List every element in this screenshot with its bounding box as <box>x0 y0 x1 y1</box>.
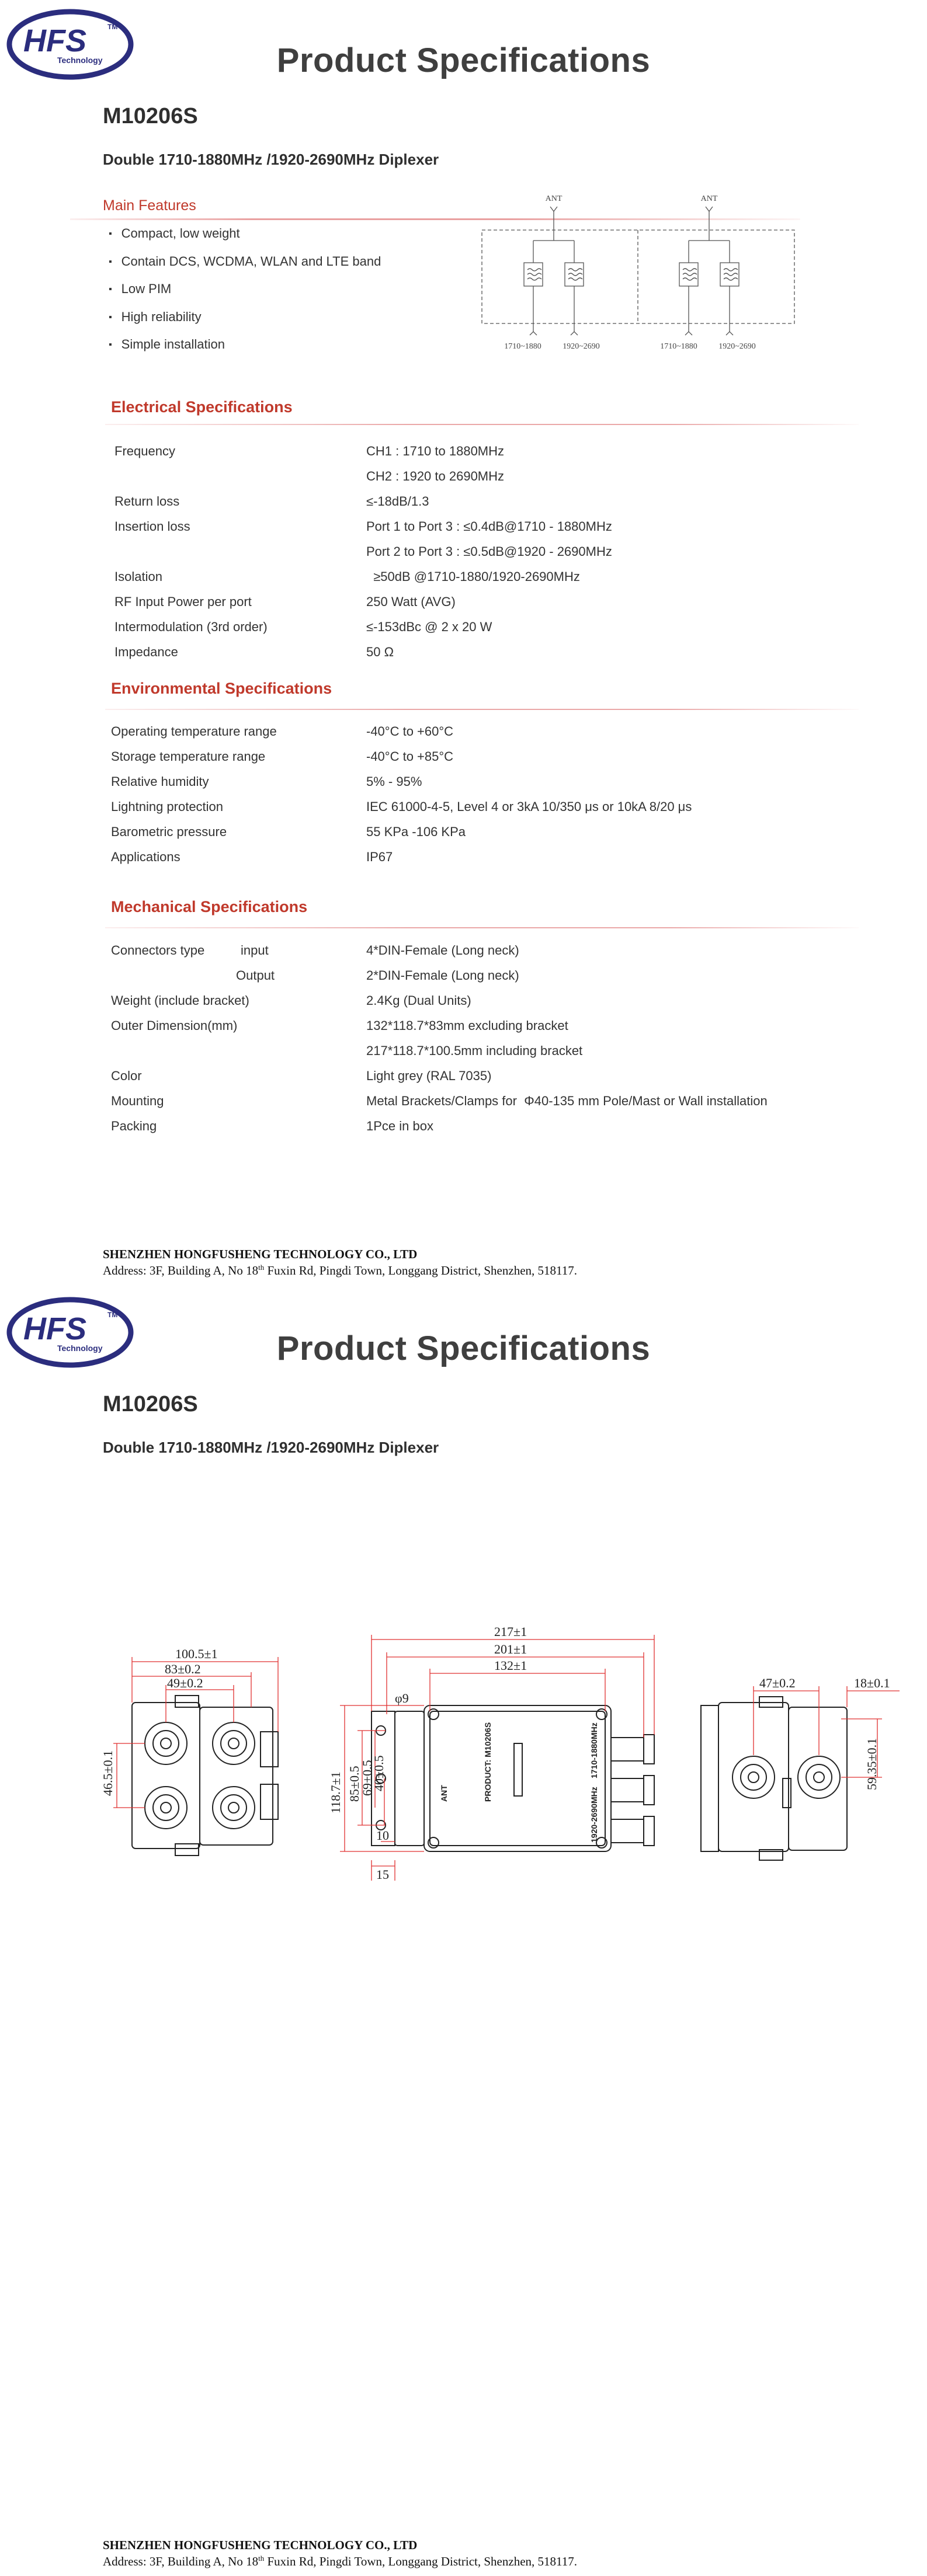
spec-sublabel: Output <box>236 968 275 983</box>
port-label-high-2: 1920~2690 <box>718 342 756 351</box>
left-view <box>100 1646 278 1856</box>
model-number: M10206S <box>103 1392 198 1416</box>
feature-item: ▪ Contain DCS, WCDMA, WLAN and LTE band <box>109 255 381 283</box>
dim-label: 217±1 <box>494 1624 527 1639</box>
footer-address <box>103 2554 577 2569</box>
address-sup: th <box>258 2554 265 2563</box>
address-part: Address: 3F, Building A, No 18 <box>103 1263 259 1277</box>
spec-label: Operating temperature range <box>111 724 277 739</box>
spec-label: Connectors type <box>111 943 205 958</box>
spec-label: Lightning protection <box>111 799 224 814</box>
spec-value: CH1 : 1710 to 1880MHz <box>366 444 505 458</box>
spec-label: Storage temperature range <box>111 749 266 764</box>
mechanical-title: Mechanical Specifications <box>111 898 308 915</box>
spec-sublabel: input <box>241 943 269 958</box>
logo-text: HFS <box>23 23 86 58</box>
product-subtitle: Double 1710-1880MHz /1920-2690MHz Diplexer <box>103 151 439 168</box>
page-title: Product Specifications <box>276 41 651 79</box>
model-number: M10206S <box>103 104 198 128</box>
dim-label: 15 <box>376 1867 389 1882</box>
label-ch2: 1920-2690MHz <box>589 1787 599 1843</box>
spec-label: Impedance <box>114 645 178 659</box>
page-title: Product Specifications <box>276 1329 651 1367</box>
dim-label: 118.7±1 <box>328 1771 343 1813</box>
dim-label: 40±0.5 <box>372 1755 386 1791</box>
footer-address <box>103 1263 577 1278</box>
mechanical-divider <box>105 927 859 928</box>
ant-label-1: ANT <box>545 194 563 203</box>
dim-label: 10 <box>376 1828 389 1843</box>
feature-item: ▪ Low PIM <box>109 282 381 310</box>
port-label-low-1: 1710~1880 <box>504 342 541 351</box>
spec-value: 50 Ω <box>366 645 394 659</box>
dim-label: 83±0.2 <box>165 1662 201 1676</box>
address-sup: th <box>258 1263 265 1272</box>
spec-label: Weight (include bracket) <box>111 993 249 1008</box>
logo-sub: Technology <box>57 55 103 65</box>
spec-value: Light grey (RAL 7035) <box>366 1068 492 1083</box>
footer-company: SHENZHEN HONGFUSHENG TECHNOLOGY CO., LTD <box>103 1247 418 1261</box>
electrical-title: Electrical Specifications <box>111 398 293 416</box>
dim-label: 46.5±0.1 <box>100 1750 115 1796</box>
environmental-title: Environmental Specifications <box>111 680 332 697</box>
spec-value: IP67 <box>366 850 393 864</box>
main-features-title: Main Features <box>103 197 196 214</box>
spec-label: Return loss <box>114 494 180 509</box>
side-view <box>701 1676 900 1860</box>
spec-value: CH2 : 1920 to 2690MHz <box>366 469 505 483</box>
spec-label: RF Input Power per port <box>114 594 252 609</box>
dim-label: 100.5±1 <box>175 1646 218 1661</box>
port-label-low-2: 1710~1880 <box>660 342 697 351</box>
spec-label: Packing <box>111 1119 157 1133</box>
spec-label: Color <box>111 1068 142 1083</box>
filter-block <box>720 263 739 286</box>
spec-value: 2*DIN-Female (Long neck) <box>366 968 519 983</box>
spec-value: 55 KPa -106 KPa <box>366 824 466 839</box>
spec-value: 5% - 95% <box>366 774 422 789</box>
logo-sub: Technology <box>57 1343 103 1353</box>
spec-value: 217*118.7*100.5mm including bracket <box>366 1043 583 1058</box>
dim-label: 47±0.2 <box>759 1676 796 1690</box>
port-label-high-1: 1920~2690 <box>563 342 600 351</box>
logo-tm: TM <box>107 1311 118 1319</box>
ant-label-2: ANT <box>700 194 718 203</box>
address-part: Fuxin Rd, Pingdi Town, Longgang District, Shenzhen, 518117. <box>264 2554 577 2568</box>
dim-label: 49±0.2 <box>167 1676 203 1690</box>
spec-value: Metal Brackets/Clamps for Φ40-135 mm Pole/Mast or Wall installation <box>366 1094 768 1108</box>
dim-label: φ9 <box>395 1691 409 1705</box>
electrical-divider <box>105 424 859 425</box>
label-product: PRODUCT: M10206S <box>483 1722 492 1802</box>
spec-value: IEC 61000-4-5, Level 4 or 3kA 10/350 μs or 10kA 8/20 μs <box>366 799 692 814</box>
label-ant: ANT <box>439 1785 449 1802</box>
spec-label: Intermodulation (3rd order) <box>114 619 268 634</box>
feature-item: ▪ Compact, low weight <box>109 227 381 255</box>
filter-block <box>679 263 698 286</box>
main-features-list <box>109 227 381 365</box>
spec-value: ≤-18dB/1.3 <box>366 494 429 509</box>
spec-value: Port 2 to Port 3 : ≤0.5dB@1920 - 2690MHz <box>366 544 612 559</box>
diplexer-block-schematic <box>476 188 803 357</box>
spec-value: 1Pce in box <box>366 1119 433 1133</box>
product-subtitle: Double 1710-1880MHz /1920-2690MHz Diplexer <box>103 1439 439 1456</box>
logo-text: HFS <box>23 1311 86 1346</box>
dim-label: 85±0.5 <box>347 1766 362 1802</box>
spec-label: Frequency <box>114 444 175 458</box>
dim-label: 132±1 <box>494 1658 527 1673</box>
spec-label: Insertion loss <box>114 519 190 534</box>
spec-label: Relative humidity <box>111 774 209 789</box>
logo-tm: TM <box>107 23 118 31</box>
spec-value: 2.4Kg (Dual Units) <box>366 993 471 1008</box>
spec-label: Barometric pressure <box>111 824 227 839</box>
dim-label: 201±1 <box>494 1642 527 1656</box>
dim-label: 69±0.5 <box>360 1760 374 1796</box>
spec-value: -40°C to +85°C <box>366 749 454 764</box>
filter-block <box>565 263 584 286</box>
footer-company: SHENZHEN HONGFUSHENG TECHNOLOGY CO., LTD <box>103 2538 418 2552</box>
label-ch1: 1710-1880MHz <box>589 1722 599 1778</box>
spec-label: Isolation <box>114 569 162 584</box>
spec-value: 4*DIN-Female (Long neck) <box>366 943 519 958</box>
spec-page-2 <box>0 1288 927 2576</box>
spec-label: Outer Dimension(mm) <box>111 1018 238 1033</box>
environmental-divider <box>105 709 859 710</box>
spec-value: Port 1 to Port 3 : ≤0.4dB@1710 - 1880MHz <box>366 519 612 534</box>
address-part: Fuxin Rd, Pingdi Town, Longgang District, Shenzhen, 518117. <box>264 1263 577 1277</box>
spec-label: Mounting <box>111 1094 164 1108</box>
front-view <box>328 1624 654 1882</box>
spec-value: 250 Watt (AVG) <box>366 594 456 609</box>
spec-label: Applications <box>111 850 180 864</box>
feature-item: ▪ Simple installation <box>109 337 381 365</box>
filter-block <box>524 263 543 286</box>
address-part: Address: 3F, Building A, No 18 <box>103 2554 259 2568</box>
spec-value: 132*118.7*83mm excluding bracket <box>366 1018 568 1033</box>
feature-item: ▪ High reliability <box>109 310 381 338</box>
dim-label: 18±0.1 <box>854 1676 890 1690</box>
spec-value: ≤-153dBc @ 2 x 20 W <box>366 619 492 634</box>
spec-value: -40°C to +60°C <box>366 724 454 739</box>
spec-value: ≥50dB @1710-1880/1920-2690MHz <box>366 569 580 584</box>
mechanical-drawing <box>0 1603 927 1930</box>
dim-label: 59.35±0.1 <box>864 1738 879 1790</box>
